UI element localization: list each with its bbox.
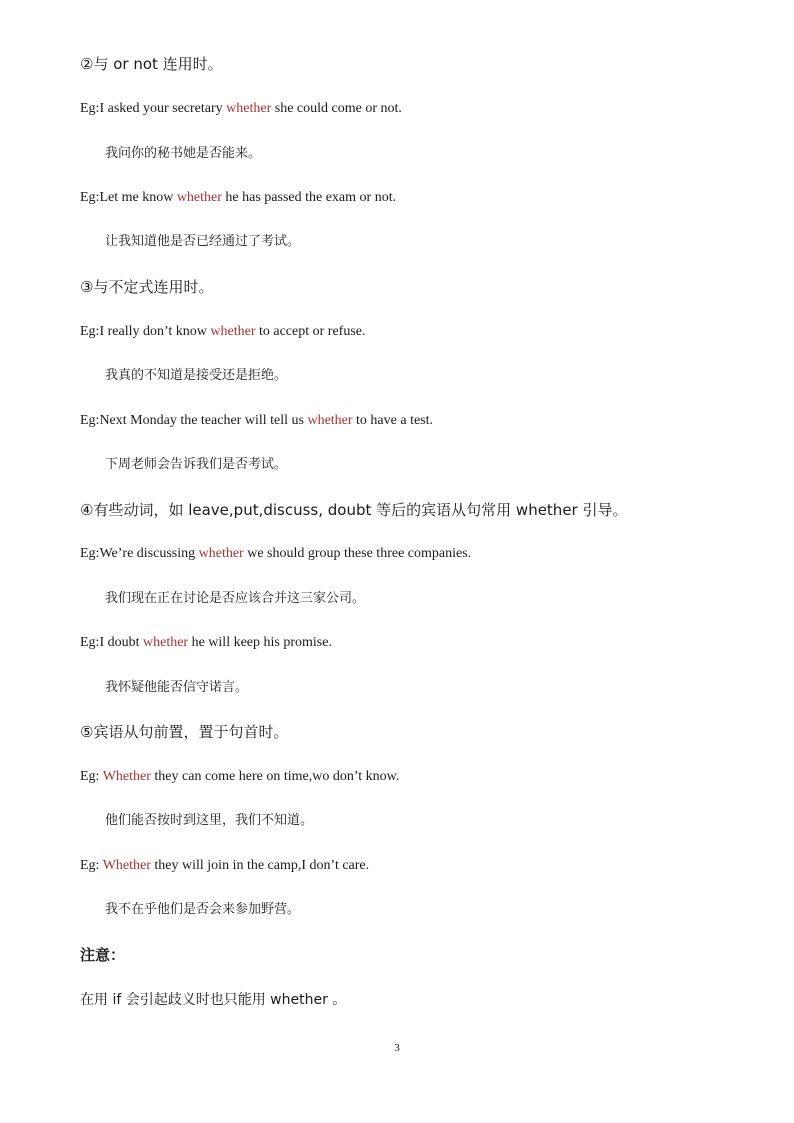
text-segment: they can come here on time,wo don’t know.	[150, 769, 400, 784]
text-segment: she could come or not.	[271, 101, 402, 116]
text-segment: Eg:I really don’t know	[80, 324, 211, 339]
text-segment: 注意：	[80, 946, 126, 964]
keyword-whether: whether	[143, 635, 189, 650]
text-segment: 我不在乎他们是否会来参加野营。	[105, 902, 301, 917]
keyword-whether: whether	[198, 546, 244, 561]
text-segment: 我们现在正在讨论是否应该合并这三家公司。	[105, 591, 366, 606]
page-number: 3	[394, 1042, 400, 1054]
text-segment: they will join in the camp,I don’t care.	[150, 858, 370, 873]
example-sentence	[80, 188, 396, 208]
text-segment: 我问你的秘书她是否能来。	[105, 146, 262, 161]
section-heading	[80, 54, 223, 74]
text-segment: 他们能否按时到这里，我们不知道。	[105, 813, 314, 828]
example-sentence	[80, 856, 369, 876]
keyword-whether: whether	[307, 413, 353, 428]
section-heading	[80, 277, 213, 297]
text-segment: Eg:I doubt	[80, 635, 143, 650]
note-title	[80, 945, 125, 965]
text-segment: to accept or refuse.	[255, 324, 366, 339]
text-segment: he has passed the exam or not.	[221, 190, 397, 205]
section-heading	[80, 722, 288, 742]
example-sentence	[80, 322, 365, 342]
example-sentence	[80, 544, 471, 564]
keyword-whether: Whether	[102, 858, 151, 873]
translation-line	[105, 589, 365, 609]
text-segment: ③与不定式连用时。	[80, 278, 214, 296]
keyword-whether: whether	[176, 190, 222, 205]
translation-line	[105, 232, 300, 252]
text-segment: ④有些动词，如 leave,put,discuss, doubt 等后的宾语从句常用 whether 引导。	[80, 501, 628, 519]
text-segment: Eg:	[80, 858, 103, 873]
text-segment: 在用 if 会引起歧义时也只能用 whether 。	[80, 992, 347, 1008]
section-heading	[80, 500, 627, 520]
keyword-whether: Whether	[102, 769, 151, 784]
keyword-whether: whether	[226, 101, 272, 116]
text-segment: Eg:I asked your secretary	[80, 101, 227, 116]
example-sentence	[80, 99, 402, 119]
text-segment: to have a test.	[352, 413, 434, 428]
text-segment: Eg:	[80, 769, 103, 784]
text-segment: 让我知道他是否已经通过了考试。	[105, 234, 301, 249]
translation-line	[105, 811, 313, 831]
translation-line	[105, 455, 287, 475]
text-segment: Eg:Next Monday the teacher will tell us	[80, 413, 308, 428]
text-segment: ②与 or not 连用时。	[80, 55, 223, 73]
example-sentence	[80, 767, 399, 787]
keyword-whether: whether	[210, 324, 256, 339]
text-segment: Eg:Let me know	[80, 190, 177, 205]
translation-line	[105, 678, 248, 698]
note-text	[80, 990, 346, 1010]
text-segment: ⑤宾语从句前置，置于句首时。	[80, 723, 289, 741]
example-sentence	[80, 411, 433, 431]
translation-line	[105, 900, 300, 920]
translation-line	[105, 144, 261, 164]
text-segment: 我怀疑他能否信守诺言。	[105, 680, 249, 695]
text-segment: he will keep his promise.	[188, 635, 332, 650]
text-segment: 下周老师会告诉我们是否考试。	[105, 457, 288, 472]
text-segment: we should group these three companies.	[243, 546, 472, 561]
text-segment: 我真的不知道是接受还是拒绝。	[105, 368, 288, 383]
example-sentence	[80, 633, 332, 653]
translation-line	[105, 366, 287, 386]
text-segment: Eg:We’re discussing	[80, 546, 199, 561]
